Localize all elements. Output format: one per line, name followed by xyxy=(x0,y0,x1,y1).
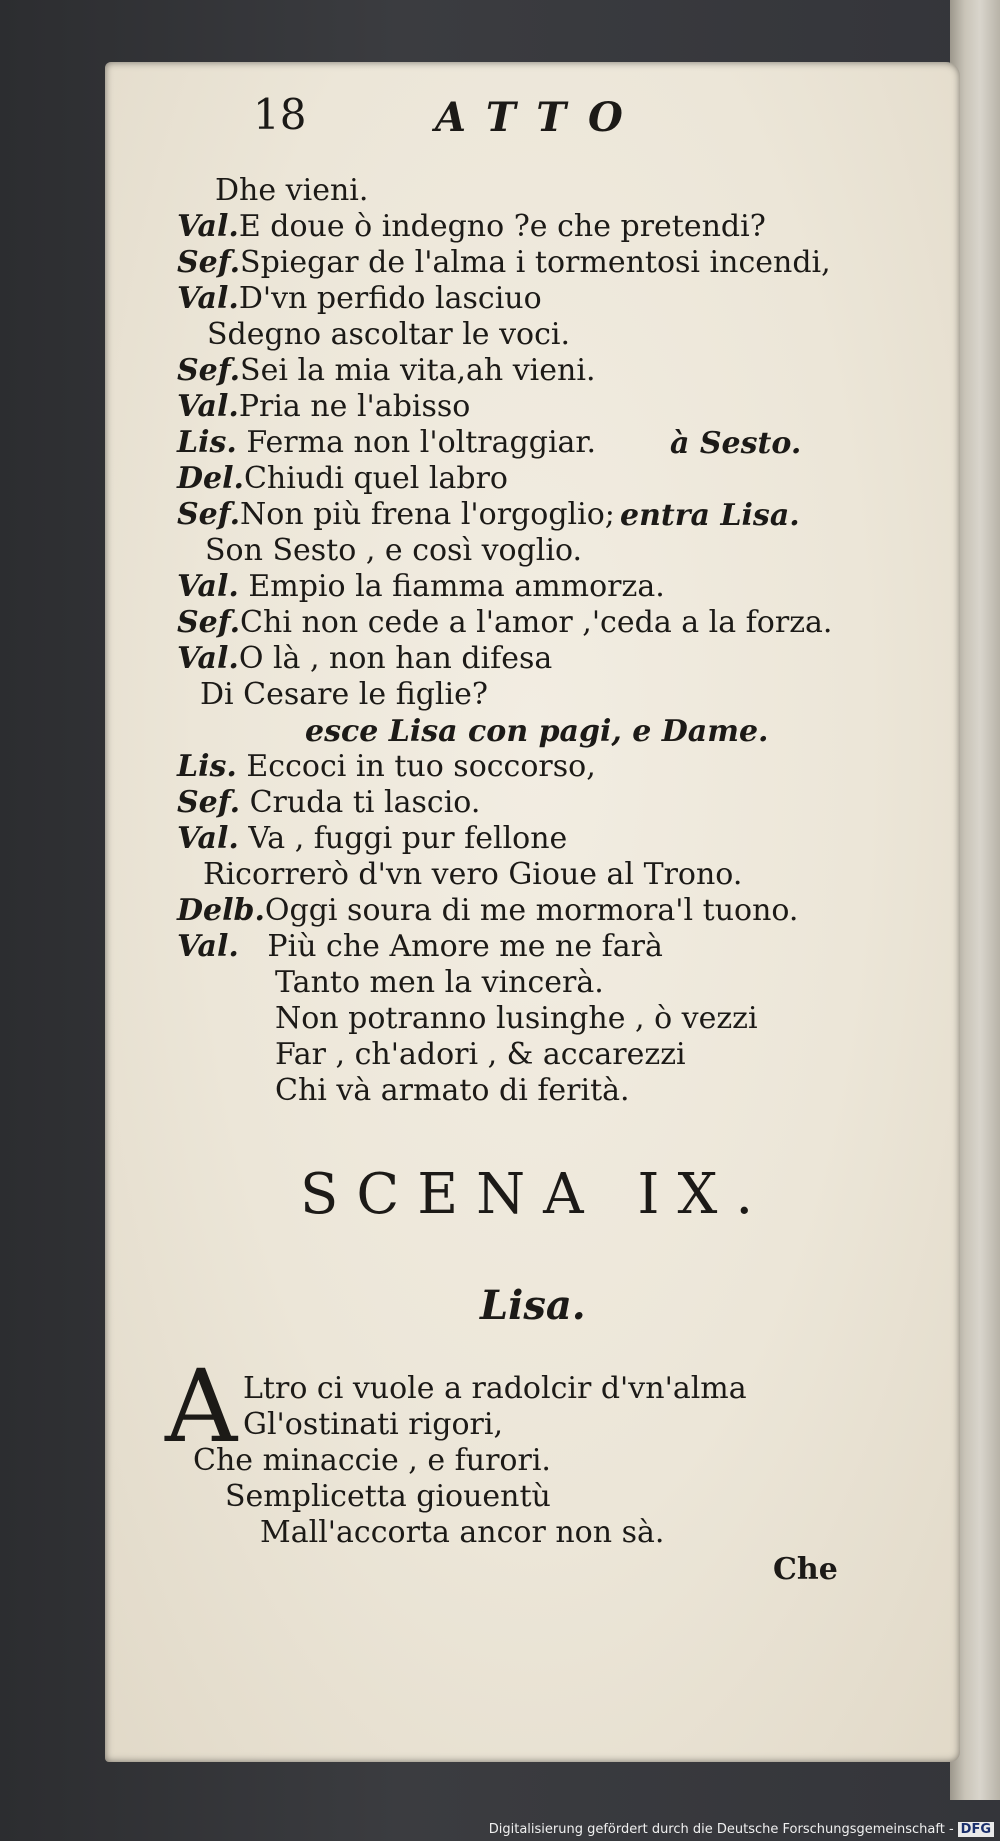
stage-direction: à Sesto. xyxy=(670,426,802,461)
dialogue-line xyxy=(177,390,470,424)
catchword: Che xyxy=(773,1552,838,1587)
line-text: Non più frena l'orgoglio; xyxy=(240,497,615,532)
speaker: Sef. xyxy=(177,497,241,532)
line-text: Ricorrerò d'vn vero Gioue al Trono. xyxy=(203,857,743,892)
verse-line: Che minaccie , e furori. xyxy=(193,1443,551,1478)
dialogue-line xyxy=(177,354,595,388)
line-text: Chi non cede a l'amor ,'ceda a la forza. xyxy=(240,605,833,640)
running-header xyxy=(105,90,960,150)
dialogue-line xyxy=(177,822,567,856)
dialogue-line xyxy=(275,1074,630,1108)
line-text: Cruda ti lascio. xyxy=(249,785,481,820)
scene-character: Lisa. xyxy=(480,1282,586,1329)
speaker: Lis. xyxy=(177,425,237,460)
dialogue-line xyxy=(275,1038,686,1072)
speaker: Val. xyxy=(177,569,239,604)
dialogue-line xyxy=(177,930,663,964)
dialogue-line xyxy=(177,210,766,244)
line-text: Chiudi quel labro xyxy=(243,461,508,496)
line-text: Più che Amore me ne farà xyxy=(267,929,663,964)
line-text: D'vn perfido lasciuo xyxy=(238,281,542,316)
dialogue-line xyxy=(177,786,480,820)
dialogue-line xyxy=(177,642,552,676)
speaker: Val. xyxy=(177,281,239,316)
dialogue-line xyxy=(207,318,570,352)
speaker: Val. xyxy=(177,389,239,424)
line-text: Ferma non l'oltraggiar. xyxy=(246,425,597,460)
dialogue-line xyxy=(177,606,832,640)
credit-text: Digitalisierung gefördert durch die Deutsche Forschungsgemeinschaft - xyxy=(488,1822,954,1837)
dialogue-line xyxy=(177,894,798,928)
dialogue-line xyxy=(200,678,488,712)
verse-line: Mall'accorta ancor non sà. xyxy=(260,1515,665,1550)
speaker: Sef. xyxy=(177,785,241,820)
verse-line: Ltro ci vuole a radolcir d'vn'alma xyxy=(243,1371,747,1406)
line-text: Sei la mia vita,ah vieni. xyxy=(240,353,596,388)
running-title: ATTO xyxy=(435,94,645,141)
line-text: Non potranno lusinghe , ò vezzi xyxy=(275,1001,758,1036)
verse-line: Gl'ostinati rigori, xyxy=(243,1407,503,1442)
dialogue-line xyxy=(177,426,596,460)
dialogue-line xyxy=(177,498,615,532)
dialogue-line xyxy=(177,570,665,604)
dialogue-line xyxy=(215,174,368,208)
speaker: Val. xyxy=(177,641,239,676)
line-text: Dhe vieni. xyxy=(215,173,369,208)
line-text: Oggi soura di me mormora'l tuono. xyxy=(264,893,799,928)
dialogue-line xyxy=(177,246,831,280)
line-text: Tanto men la vincerà. xyxy=(275,965,604,1000)
speaker: Delb. xyxy=(177,893,265,928)
page-number: 18 xyxy=(253,90,307,139)
speaker: Sef. xyxy=(177,245,241,280)
line-text: O là , non han difesa xyxy=(238,641,553,676)
scene-title: SCENA IX. xyxy=(300,1162,772,1227)
speaker: Del. xyxy=(177,461,244,496)
book-page xyxy=(105,62,960,1762)
line-text: Sdegno ascoltar le voci. xyxy=(207,317,571,352)
line-text: E doue ò indegno ?e che pretendi? xyxy=(238,209,766,244)
dfg-logo: DFG xyxy=(958,1822,994,1837)
line-text: Son Sesto , e così voglio. xyxy=(205,533,583,568)
speaker: Val. xyxy=(177,821,239,856)
stage-direction: esce Lisa con pagi, e Dame. xyxy=(305,714,769,749)
dialogue-line xyxy=(275,966,604,1000)
speaker: Sef. xyxy=(177,605,241,640)
speaker: Sef. xyxy=(177,353,241,388)
line-text: Va , fuggi pur fellone xyxy=(248,821,568,856)
dialogue-line xyxy=(203,858,742,892)
drop-cap: A xyxy=(165,1348,238,1465)
dialogue-line xyxy=(275,1002,758,1036)
speaker: Lis. xyxy=(177,749,237,784)
line-text: Pria ne l'abisso xyxy=(238,389,471,424)
line-text: Eccoci in tuo soccorso, xyxy=(246,749,596,784)
line-text: Di Cesare le figlie? xyxy=(200,677,488,712)
digitization-credit xyxy=(489,1822,994,1837)
line-text: Spiegar de l'alma i tormentosi incendi, xyxy=(240,245,831,280)
dialogue-line xyxy=(205,534,582,568)
line-text: Chi và armato di ferità. xyxy=(275,1073,630,1108)
dialogue-line xyxy=(177,462,508,496)
verse-line: Semplicetta giouentù xyxy=(225,1479,551,1514)
stage-direction: entra Lisa. xyxy=(620,498,800,533)
dialogue-line xyxy=(177,282,542,316)
speaker: Val. xyxy=(177,209,239,244)
line-text: Empio la fiamma ammorza. xyxy=(248,569,665,604)
dialogue-line xyxy=(177,750,596,784)
line-text: Far , ch'adori , & accarezzi xyxy=(275,1037,686,1072)
speaker: Val. xyxy=(177,929,239,964)
